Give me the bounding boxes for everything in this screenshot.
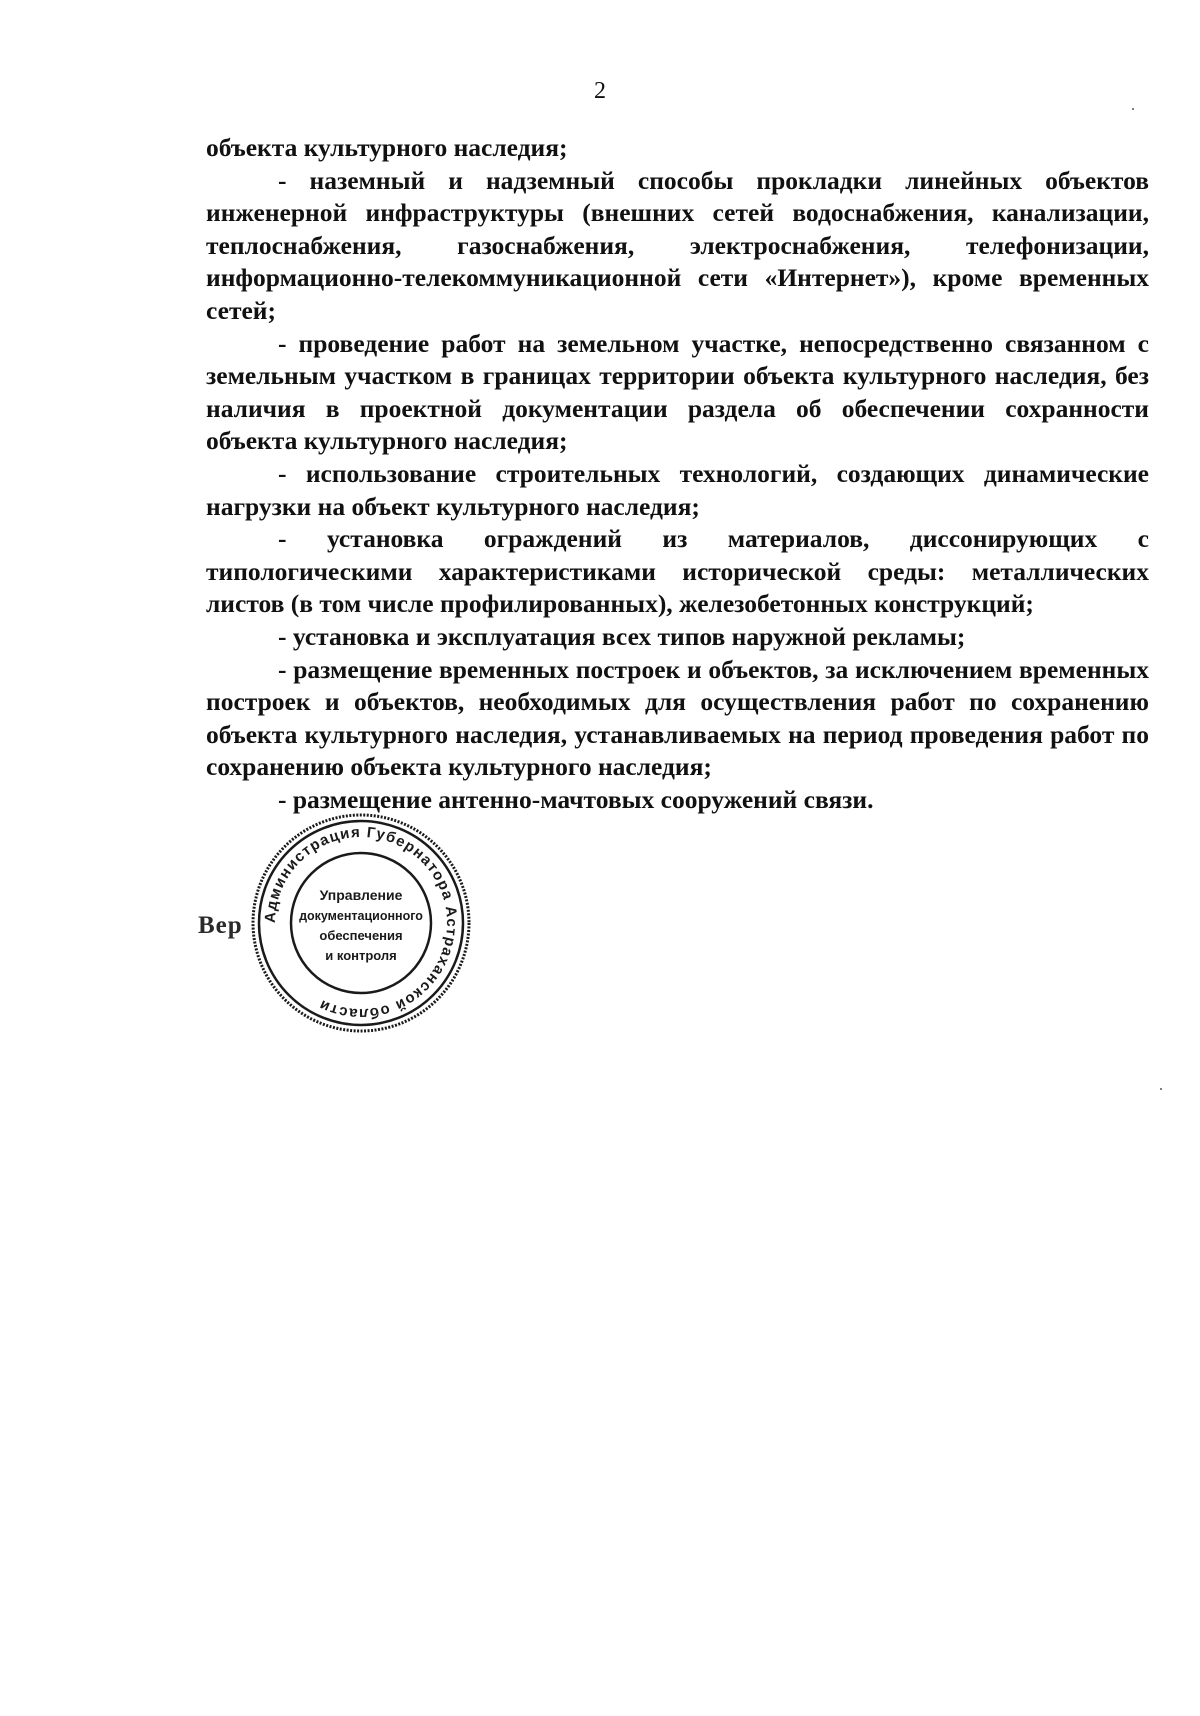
stamp-seal-icon [246, 808, 476, 1038]
stamp-center-line: и контроля [325, 948, 397, 963]
paragraph-continuation: объекта культурного наследия; [206, 133, 568, 162]
paragraph-item: - установка и эксплуатация всех типов наружной рекламы; [278, 621, 966, 651]
stamp-ring-text: Администрация Губернатора Астраханской области [261, 823, 461, 1023]
scan-speck [1132, 108, 1134, 110]
paragraph-item: - размещение временных построек и объектов, за исключением временных построек и объектов, необходимых для осуществления работ по сохранению объекта культурного наследия, устанавливаемых на период проведения работ по сохранению объекта культурного наследия; [206, 654, 1149, 782]
paragraph-item: - проведение работ на земельном участке, непосредственно связанном с земельным участком в границах территории объекта культурного наследия, без наличия в проектной документации раздела об обеспечении сохранности объекта культурного наследия; [206, 328, 1149, 456]
verification-note: Вер [198, 912, 243, 939]
official-stamp [246, 808, 476, 1038]
stamp-center-line: Управление [319, 887, 403, 903]
page-number: 2 [594, 78, 606, 104]
scan-speck [1160, 1088, 1162, 1090]
paragraph-item: - наземный и надземный способы прокладки линейных объектов инженерной инфраструктуры (внешних сетей водоснабжения, канализации, теплоснабжения, газоснабжения, электроснабжения, телефонизации, информационно-телекоммуникационной сети «Интернет»), кроме временных сетей; [206, 165, 1149, 325]
stamp-center-line: обеспечения [319, 928, 403, 943]
paragraph-item: - использование строительных технологий, создающих динамические нагрузки на объект культурного наследия; [206, 458, 1149, 521]
paragraph-item: - установка ограждений из материалов, диссонирующих с типологическими характеристиками исторической среды: металлических листов (в том числе профилированных), железобетонных конструкций; [206, 524, 1149, 619]
document-body [206, 132, 1149, 816]
paragraph-item: - размещение антенно-мачтовых сооружений связи. [278, 784, 874, 814]
stamp-center-line: документационного [299, 909, 423, 923]
